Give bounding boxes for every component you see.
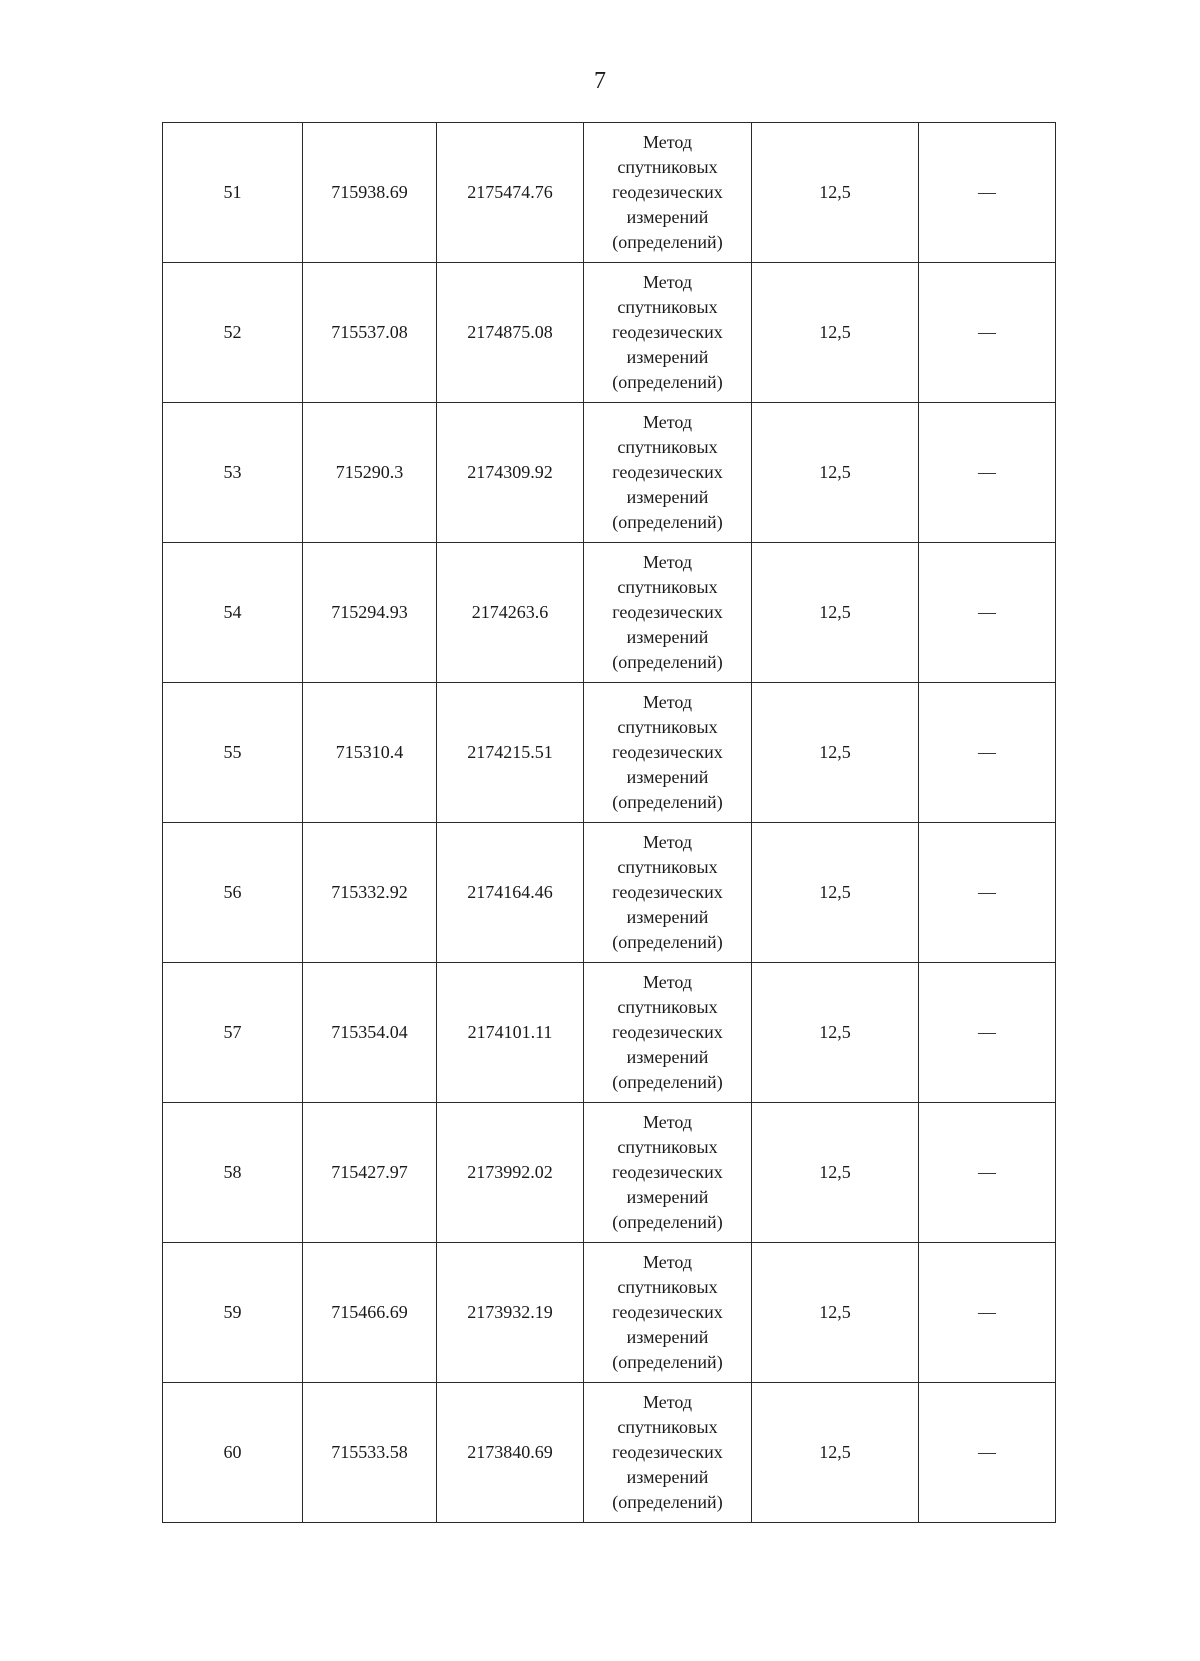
table-row xyxy=(163,963,1056,1103)
method-line: (определений) xyxy=(612,232,723,252)
point-number-cell xyxy=(163,263,303,403)
method-line: спутниковых xyxy=(617,1277,718,1297)
y-coordinate-value: 2174101.11 xyxy=(467,1022,553,1042)
method-cell xyxy=(584,823,752,963)
x-coordinate-cell xyxy=(303,543,437,683)
method-cell xyxy=(584,123,752,263)
accuracy-cell xyxy=(752,403,919,543)
method-line: измерений xyxy=(626,487,709,507)
point-number-value: 52 xyxy=(223,322,242,342)
accuracy-value: 12,5 xyxy=(819,462,851,482)
y-coordinate-cell xyxy=(437,1243,584,1383)
method-line: геодезических xyxy=(612,1302,723,1322)
table-row xyxy=(163,263,1056,403)
method-cell xyxy=(584,963,752,1103)
method-line: геодезических xyxy=(612,742,723,762)
method-line: (определений) xyxy=(612,652,723,672)
y-coordinate-value: 2174875.08 xyxy=(467,322,553,342)
method-line: геодезических xyxy=(612,1162,723,1182)
accuracy-value: 12,5 xyxy=(819,1162,851,1182)
method-line: геодезических xyxy=(612,1022,723,1042)
x-coordinate-cell xyxy=(303,963,437,1103)
accuracy-value: 12,5 xyxy=(819,182,851,202)
note-cell xyxy=(919,123,1056,263)
x-coordinate-cell xyxy=(303,123,437,263)
method-cell xyxy=(584,683,752,823)
coordinates-table xyxy=(162,122,1056,1523)
note-cell xyxy=(919,963,1056,1103)
method-line: геодезических xyxy=(612,462,723,482)
table-row xyxy=(163,123,1056,263)
x-coordinate-cell xyxy=(303,1383,437,1523)
point-number-value: 54 xyxy=(223,602,242,622)
method-line: измерений xyxy=(626,627,709,647)
note-value: — xyxy=(978,742,996,762)
x-coordinate-value: 715427.97 xyxy=(331,1162,408,1182)
method-cell xyxy=(584,403,752,543)
y-coordinate-value: 2173992.02 xyxy=(467,1162,553,1182)
method-line: Метод xyxy=(642,412,693,432)
point-number-cell xyxy=(163,1383,303,1523)
method-line: Метод xyxy=(642,972,693,992)
y-coordinate-cell xyxy=(437,683,584,823)
x-coordinate-cell xyxy=(303,1243,437,1383)
method-line: геодезических xyxy=(612,182,723,202)
method-line: спутниковых xyxy=(617,997,718,1017)
y-coordinate-value: 2173840.69 xyxy=(467,1442,553,1462)
point-number-cell xyxy=(163,543,303,683)
note-value: — xyxy=(978,882,996,902)
method-line: измерений xyxy=(626,207,709,227)
table-row xyxy=(163,403,1056,543)
table-row xyxy=(163,543,1056,683)
x-coordinate-value: 715533.58 xyxy=(331,1442,408,1462)
x-coordinate-value: 715294.93 xyxy=(331,602,408,622)
method-line: (определений) xyxy=(612,1072,723,1092)
x-coordinate-value: 715354.04 xyxy=(331,1022,408,1042)
accuracy-value: 12,5 xyxy=(819,602,851,622)
method-line: спутниковых xyxy=(617,577,718,597)
method-line: спутниковых xyxy=(617,437,718,457)
point-number-cell xyxy=(163,123,303,263)
x-coordinate-value: 715466.69 xyxy=(331,1302,408,1322)
x-coordinate-value: 715290.3 xyxy=(335,462,404,482)
point-number-cell xyxy=(163,683,303,823)
table-row xyxy=(163,823,1056,963)
table-row xyxy=(163,1383,1056,1523)
method-line: (определений) xyxy=(612,372,723,392)
method-cell xyxy=(584,1103,752,1243)
accuracy-cell xyxy=(752,1103,919,1243)
method-line: Метод xyxy=(642,692,693,712)
method-cell xyxy=(584,1243,752,1383)
method-line: спутниковых xyxy=(617,157,718,177)
method-line: (определений) xyxy=(612,1492,723,1512)
accuracy-value: 12,5 xyxy=(819,1022,851,1042)
point-number-cell xyxy=(163,823,303,963)
accuracy-cell xyxy=(752,823,919,963)
point-number-value: 60 xyxy=(223,1442,242,1462)
x-coordinate-value: 715537.08 xyxy=(331,322,408,342)
y-coordinate-value: 2174164.46 xyxy=(467,882,553,902)
table-row xyxy=(163,1103,1056,1243)
y-coordinate-value: 2174263.6 xyxy=(471,602,549,622)
note-value: — xyxy=(978,1162,996,1182)
method-line: Метод xyxy=(642,552,693,572)
method-line: измерений xyxy=(626,1047,709,1067)
note-cell xyxy=(919,1383,1056,1523)
note-cell xyxy=(919,403,1056,543)
point-number-cell xyxy=(163,1103,303,1243)
accuracy-value: 12,5 xyxy=(819,882,851,902)
method-cell xyxy=(584,1383,752,1523)
accuracy-cell xyxy=(752,963,919,1103)
y-coordinate-value: 2175474.76 xyxy=(467,182,553,202)
method-line: Метод xyxy=(642,832,693,852)
x-coordinate-cell xyxy=(303,683,437,823)
accuracy-value: 12,5 xyxy=(819,742,851,762)
method-line: измерений xyxy=(626,907,709,927)
note-value: — xyxy=(978,1442,996,1462)
method-line: измерений xyxy=(626,347,709,367)
y-coordinate-cell xyxy=(437,963,584,1103)
accuracy-value: 12,5 xyxy=(819,1442,851,1462)
method-line: геодезических xyxy=(612,1442,723,1462)
point-number-cell xyxy=(163,963,303,1103)
method-line: (определений) xyxy=(612,1352,723,1372)
method-line: (определений) xyxy=(612,932,723,952)
accuracy-cell xyxy=(752,1243,919,1383)
point-number-value: 53 xyxy=(223,462,242,482)
point-number-value: 56 xyxy=(223,882,242,902)
note-cell xyxy=(919,543,1056,683)
note-value: — xyxy=(978,182,996,202)
y-coordinate-cell xyxy=(437,543,584,683)
accuracy-cell xyxy=(752,263,919,403)
method-cell xyxy=(584,263,752,403)
x-coordinate-value: 715332.92 xyxy=(331,882,408,902)
method-line: измерений xyxy=(626,1327,709,1347)
y-coordinate-cell xyxy=(437,823,584,963)
method-line: Метод xyxy=(642,272,693,292)
point-number-value: 51 xyxy=(223,182,242,202)
accuracy-cell xyxy=(752,1383,919,1523)
accuracy-cell xyxy=(752,683,919,823)
method-line: Метод xyxy=(642,1112,693,1132)
x-coordinate-cell xyxy=(303,1103,437,1243)
x-coordinate-cell xyxy=(303,403,437,543)
accuracy-cell xyxy=(752,543,919,683)
y-coordinate-value: 2174215.51 xyxy=(467,742,553,762)
note-cell xyxy=(919,823,1056,963)
point-number-cell xyxy=(163,1243,303,1383)
method-cell xyxy=(584,543,752,683)
method-line: геодезических xyxy=(612,882,723,902)
coordinates-table-body xyxy=(163,123,1056,1523)
x-coordinate-value: 715938.69 xyxy=(331,182,408,202)
method-line: спутниковых xyxy=(617,717,718,737)
method-line: Метод xyxy=(642,1392,693,1412)
note-cell xyxy=(919,263,1056,403)
accuracy-value: 12,5 xyxy=(819,322,851,342)
y-coordinate-cell xyxy=(437,263,584,403)
method-line: измерений xyxy=(626,1467,709,1487)
note-value: — xyxy=(978,322,996,342)
y-coordinate-cell xyxy=(437,403,584,543)
method-line: (определений) xyxy=(612,512,723,532)
y-coordinate-value: 2174309.92 xyxy=(467,462,553,482)
x-coordinate-cell xyxy=(303,823,437,963)
method-line: геодезических xyxy=(612,602,723,622)
note-value: — xyxy=(978,1302,996,1322)
page-number: 7 xyxy=(594,68,606,94)
point-number-value: 55 xyxy=(223,742,242,762)
note-value: — xyxy=(978,462,996,482)
point-number-cell xyxy=(163,403,303,543)
y-coordinate-value: 2173932.19 xyxy=(467,1302,553,1322)
x-coordinate-cell xyxy=(303,263,437,403)
table-row xyxy=(163,1243,1056,1383)
point-number-value: 58 xyxy=(223,1162,242,1182)
point-number-value: 59 xyxy=(223,1302,242,1322)
note-value: — xyxy=(978,1022,996,1042)
method-line: спутниковых xyxy=(617,1137,718,1157)
method-line: спутниковых xyxy=(617,297,718,317)
note-cell xyxy=(919,683,1056,823)
note-cell xyxy=(919,1103,1056,1243)
method-line: (определений) xyxy=(612,1212,723,1232)
accuracy-value: 12,5 xyxy=(819,1302,851,1322)
y-coordinate-cell xyxy=(437,123,584,263)
y-coordinate-cell xyxy=(437,1383,584,1523)
note-cell xyxy=(919,1243,1056,1383)
method-line: измерений xyxy=(626,1187,709,1207)
x-coordinate-value: 715310.4 xyxy=(335,742,404,762)
point-number-value: 57 xyxy=(223,1022,242,1042)
table-row xyxy=(163,683,1056,823)
method-line: геодезических xyxy=(612,322,723,342)
method-line: спутниковых xyxy=(617,1417,718,1437)
y-coordinate-cell xyxy=(437,1103,584,1243)
method-line: измерений xyxy=(626,767,709,787)
method-line: спутниковых xyxy=(617,857,718,877)
accuracy-cell xyxy=(752,123,919,263)
method-line: (определений) xyxy=(612,792,723,812)
method-line: Метод xyxy=(642,132,693,152)
note-value: — xyxy=(978,602,996,622)
method-line: Метод xyxy=(642,1252,693,1272)
